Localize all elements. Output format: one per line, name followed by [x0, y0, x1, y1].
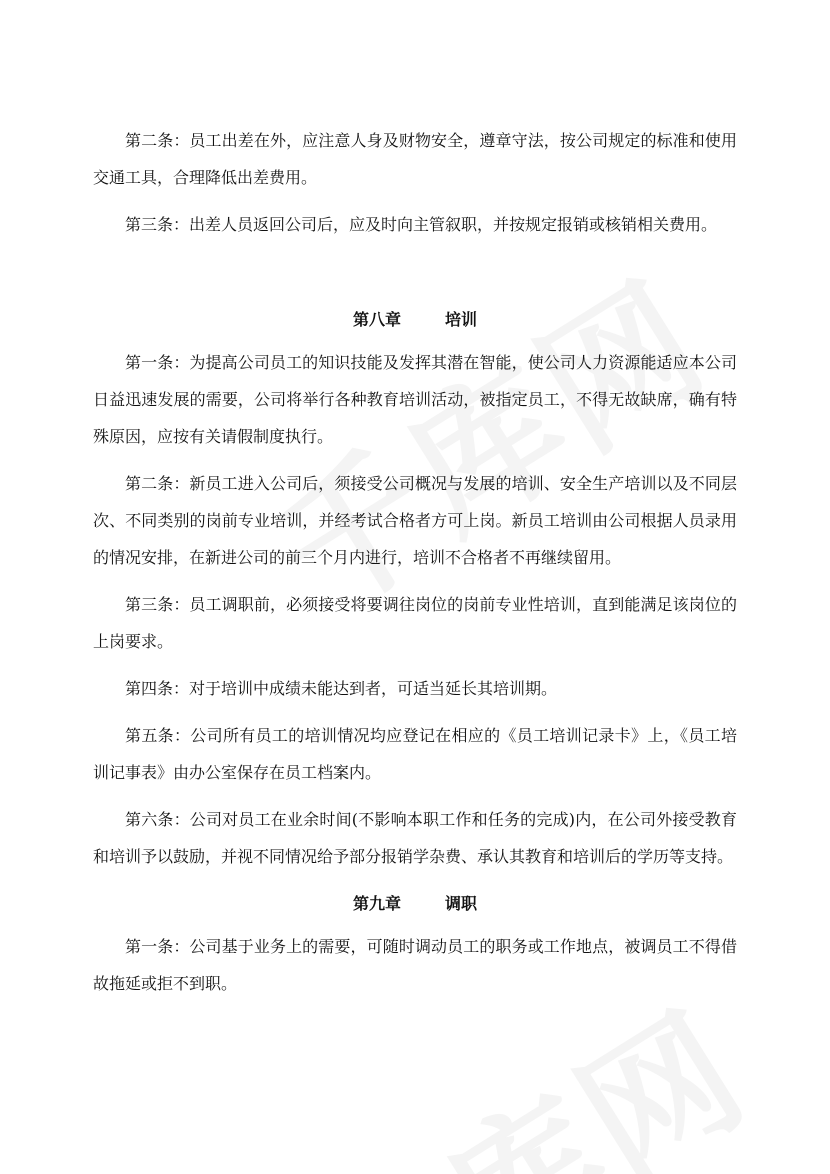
- paragraph-training-article-2: 第二条：新员工进入公司后，须接受公司概况与发展的培训、安全生产培训以及不同层次、不同类别的岗前专业培训，并经考试合格者方可上岗。新员工培训由公司根据人员录用的情况安排，在新进公司的前三个月内进行，培训不合格者不再继续留用。: [93, 474, 737, 567]
- paragraph-travel-article-3: 第三条：出差人员返回公司后，应及时向主管叙职，并按规定报销或核销相关费用。: [125, 215, 718, 234]
- paragraph-training-article-4: 第四条：对于培训中成绩未能达到者，可适当延长其培训期。: [125, 679, 558, 698]
- document-body: [93, 122, 737, 1012]
- paragraph-training-article-1: 第一条：为提高公司员工的知识技能及发挥其潜在智能，使公司人力资源能适应本公司日益迅速发展的需要，公司将举行各种教育培训活动，被指定员工，不得无故缺席，确有特殊原因，应按有关请假制度执行。: [93, 353, 737, 446]
- chapter-heading-transfer: [93, 885, 737, 922]
- paragraph-training-article-5: 第五条：公司所有员工的培训情况均应登记在相应的《员工培训记录卡》上，《员工培训记事表》由办公室保存在员工档案内。: [93, 726, 737, 782]
- paragraph-training-article-3: 第三条：员工调职前，必须接受将要调往岗位的岗前专业性培训，直到能满足该岗位的上岗要求。: [93, 595, 737, 651]
- paragraph-training-article-6: 第六条：公司对员工在业余时间(不影响本职工作和任务的完成)内，在公司外接受教育和培训予以鼓励，并视不同情况给予部分报销学杂费、承认其教育和培训后的学历等支持。: [93, 810, 737, 866]
- chapter-title: 调职: [445, 894, 478, 913]
- paragraph-transfer-article-1: 第一条：公司基于业务上的需要，可随时调动员工的职务或工作地点，被调员工不得借故拖延或拒不到职。: [93, 937, 737, 993]
- chapter-number: 第八章: [352, 310, 401, 329]
- chapter-number: 第九章: [352, 894, 401, 913]
- chapter-title: 培训: [445, 310, 478, 329]
- chapter-heading-training: [93, 301, 737, 338]
- paragraph-travel-article-2: 第二条：员工出差在外，应注意人身及财物安全，遵章守法，按公司规定的标准和使用交通工具，合理降低出差费用。: [93, 131, 737, 187]
